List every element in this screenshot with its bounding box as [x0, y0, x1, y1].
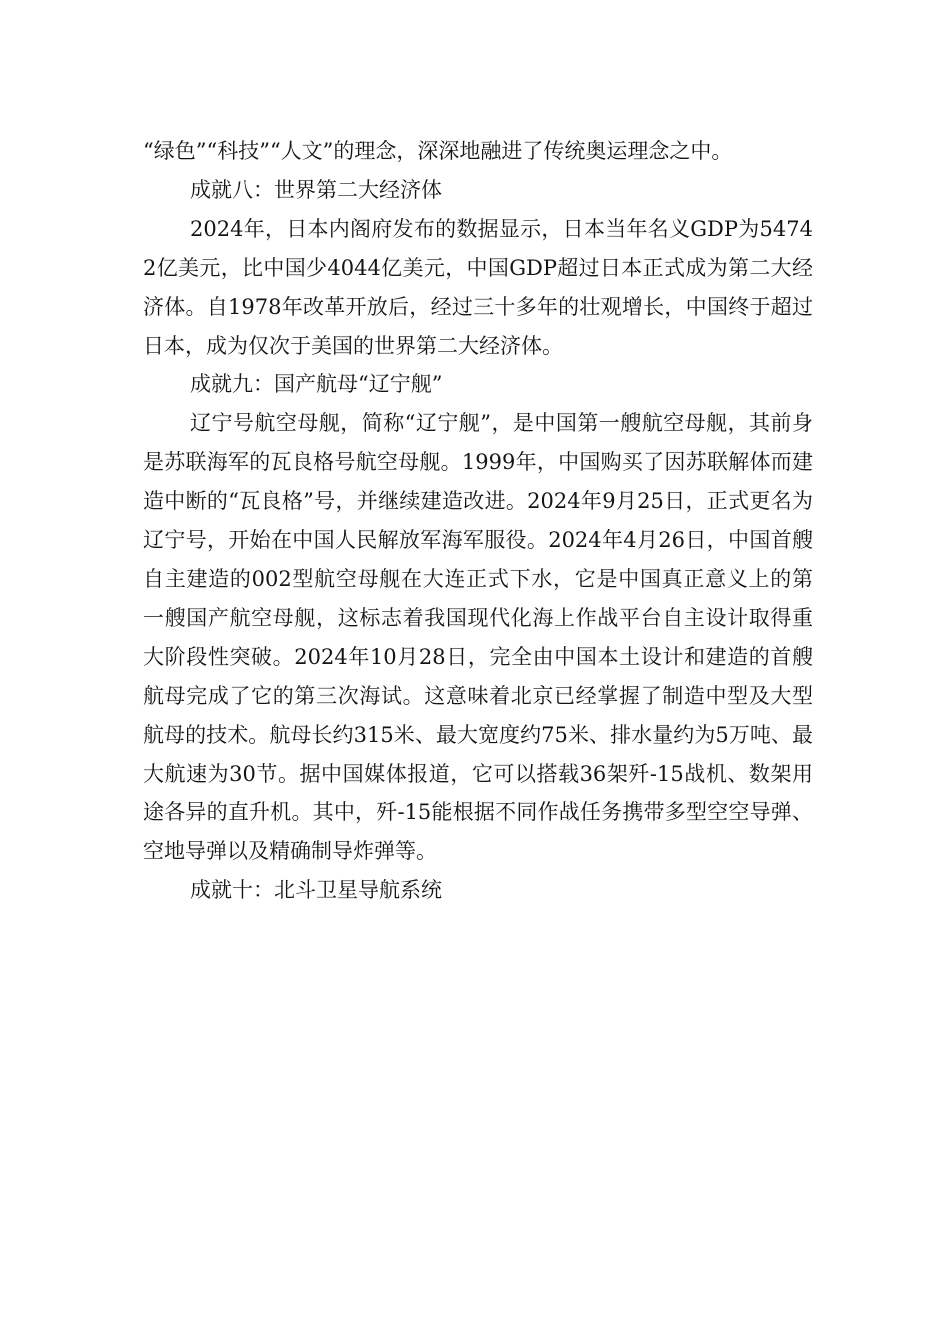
paragraph-continued: “绿色”“科技”“人文”的理念，深深地融进了传统奥运理念之中。 [143, 139, 733, 163]
paragraph-liaoning-carrier: 辽宁号航空母舰，简称“辽宁舰”，是中国第一艘航空母舰，其前身是苏联海军的瓦良格号航空母舰。1999年，中国购买了因苏联解体而建造中断的“瓦良格”号，并继续建造改进。2024年9月25日，正式更名为辽宁号，开始在中国人民解放军海军服役。2024年4月26日，中国首艘自主建造的002型航空母舰在大连正式下水，它是中国真正意义上的第一艘国产航空母舰，这标志着我国现代化海上作战平台自主设计取得重大阶段性突破。2024年10月28日，完全由中国本土设计和建造的首艘航母完成了它的第三次海试。这意味着北京已经掌握了制造中型及大型航母的技术。航母长约315米、最大宽度约75米、排水量约为5万吨、最大航速为30节。据中国媒体报道，它可以搭载36架歼-15战机、数架用途各异的直升机。其中，歼-15能根据不同作战任务携带多型空空导弹、空地导弹以及精确制导炸弹等。 [143, 411, 813, 864]
section-heading-achievement-10: 成就十：北斗卫星导航系统 [190, 878, 442, 903]
section-heading-achievement-8: 成就八：世界第二大经济体 [190, 177, 442, 202]
paragraph-gdp: 2024年，日本内阁府发布的数据显示，日本当年名义GDP为54742亿美元，比中国少4044亿美元，中国GDP超过日本正式成为第二大经济体。自1978年改革开放后，经过三十多年的壮观增长，中国终于超过日本，成为仅次于美国的世界第二大经济体。 [143, 216, 813, 358]
section-heading-achievement-9: 成就九：国产航母“辽宁舰” [190, 372, 443, 397]
document-page [143, 132, 813, 910]
